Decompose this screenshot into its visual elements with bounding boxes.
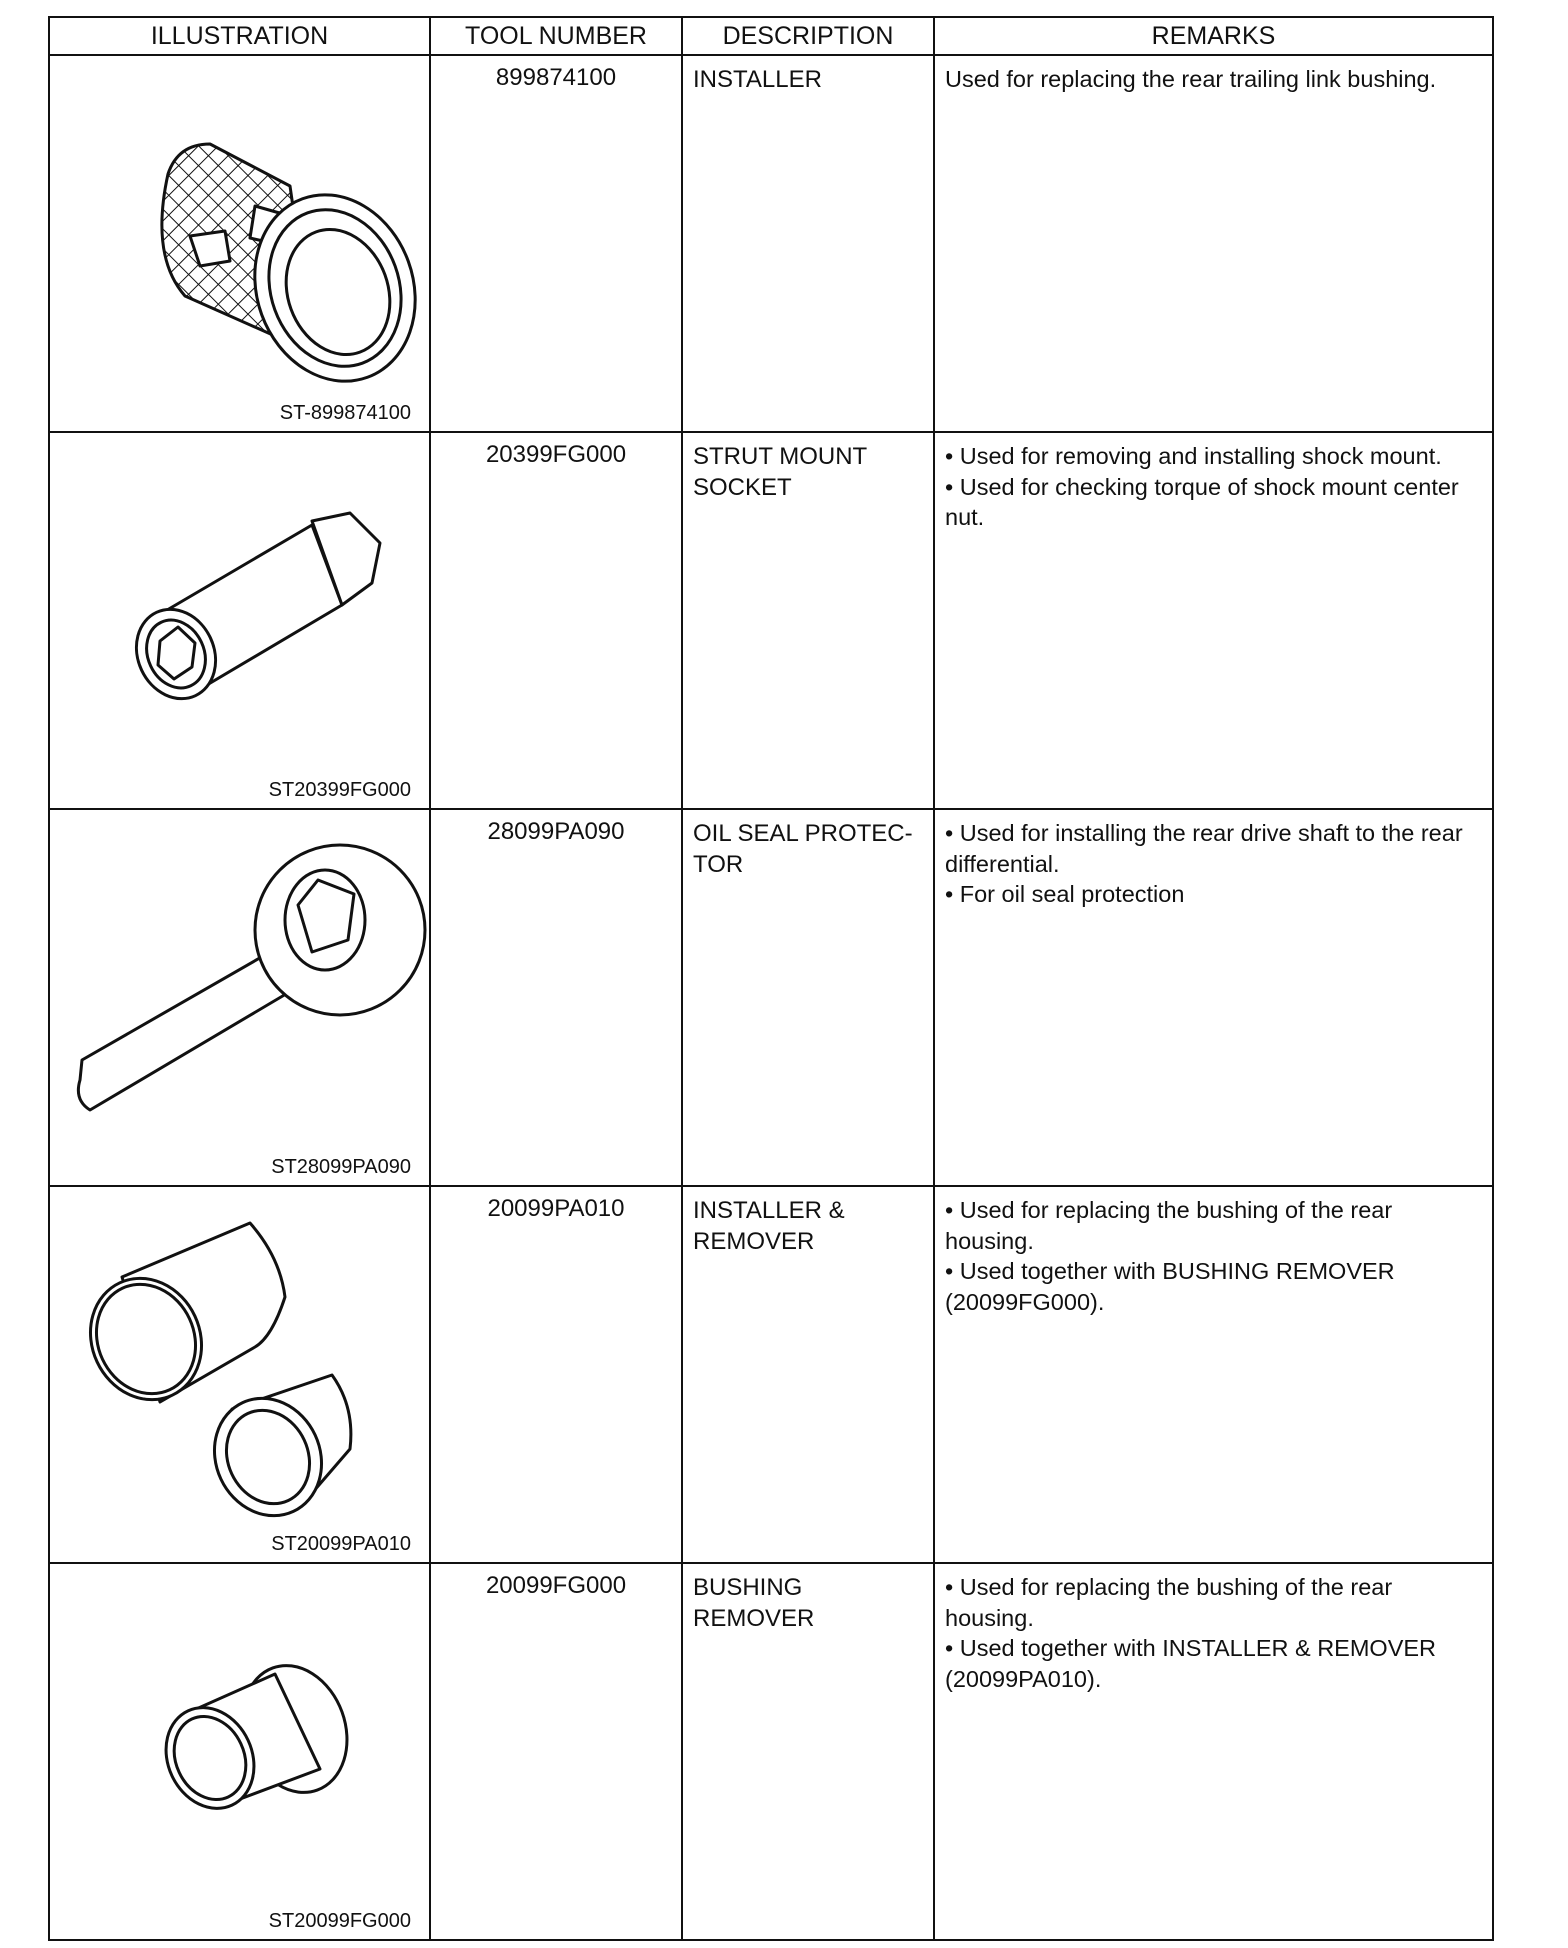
header-illustration: ILLUSTRATION (49, 17, 430, 55)
strut-mount-socket-illustration (50, 433, 431, 799)
oil-seal-protector-illustration (50, 810, 431, 1176)
tool-number-cell: 28099PA090 (430, 809, 682, 1186)
table-row (49, 55, 1493, 432)
remark-line: • Used for checking torque of shock mount center nut. (945, 473, 1459, 530)
remark-line: • Used together with BUSHING REMOVER (20099FG000). (945, 1258, 1395, 1315)
remarks-cell (934, 1186, 1493, 1563)
installer-remover-illustration (50, 1187, 431, 1553)
remarks-cell (934, 55, 1493, 432)
remarks-cell (934, 432, 1493, 809)
table-row (49, 1563, 1493, 1940)
table-row (49, 432, 1493, 809)
illustration-cell (49, 1563, 430, 1940)
description-cell: OIL SEAL PROTEC-TOR (682, 809, 934, 1186)
illustration-cell (49, 55, 430, 432)
description-cell: BUSHING REMOVER (682, 1563, 934, 1940)
illustration-caption: ST20099FG000 (268, 1910, 411, 1932)
header-tool-number: TOOL NUMBER (430, 17, 682, 55)
remark-line: • For oil seal protection (945, 881, 1185, 907)
illustration-caption: ST20399FG000 (268, 779, 411, 801)
tool-number-cell: 20099FG000 (430, 1563, 682, 1940)
description-cell: INSTALLER & REMOVER (682, 1186, 934, 1563)
bushing-remover-illustration (50, 1564, 431, 1930)
special-tools-table (48, 16, 1494, 1941)
illustration-cell (49, 1186, 430, 1563)
tool-number-cell: 20399FG000 (430, 432, 682, 809)
remark-line: • Used for installing the rear drive shaft to the rear differential. (945, 820, 1463, 877)
description-cell: STRUT MOUNT SOCKET (682, 432, 934, 809)
remark-line: • Used for replacing the bushing of the rear housing. (945, 1197, 1393, 1254)
remark-line: • Used for replacing the bushing of the rear housing. (945, 1574, 1393, 1631)
illustration-caption: ST28099PA090 (271, 1156, 411, 1178)
header-row (49, 17, 1493, 55)
remark-line: Used for replacing the rear trailing link bushing. (945, 66, 1437, 92)
illustration-caption: ST-899874100 (279, 402, 411, 424)
remark-line: • Used for removing and installing shock mount. (945, 443, 1442, 469)
description-cell: INSTALLER (682, 55, 934, 432)
remarks-cell (934, 809, 1493, 1186)
installer-tool-illustration (50, 56, 431, 422)
tool-number-cell: 899874100 (430, 55, 682, 432)
remarks-cell (934, 1563, 1493, 1940)
remark-line: • Used together with INSTALLER & REMOVER (20099PA010). (945, 1635, 1437, 1692)
illustration-caption: ST20099PA010 (271, 1533, 411, 1555)
header-remarks: REMARKS (934, 17, 1493, 55)
table-row (49, 809, 1493, 1186)
illustration-cell (49, 809, 430, 1186)
illustration-cell (49, 432, 430, 809)
table-row (49, 1186, 1493, 1563)
header-description: DESCRIPTION (682, 17, 934, 55)
tool-number-cell: 20099PA010 (430, 1186, 682, 1563)
